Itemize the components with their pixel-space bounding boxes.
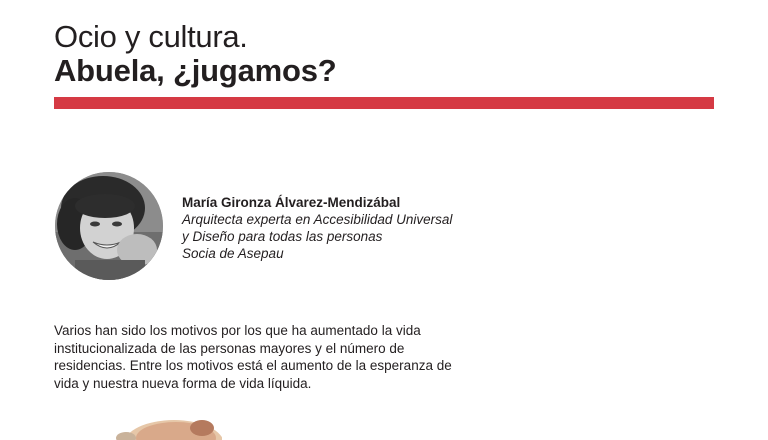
author-name: María Gironza Álvarez-Mendizábal: [182, 195, 401, 210]
article-intro-paragraph: [54, 322, 484, 392]
author-role: y Diseño para todas las personas: [182, 229, 383, 244]
article-title: Abuela, ¿jugamos?: [54, 53, 337, 88]
section-title: Ocio y cultura.: [54, 19, 248, 54]
author-portrait-image: [55, 172, 163, 280]
article-photo: [112, 414, 222, 440]
paragraph-line: Varios han sido los motivos por los que ha aumentado la vida: [54, 323, 421, 338]
paragraph-line: vida y nuestra nueva forma de vida líquida.: [54, 375, 312, 391]
article-header: [54, 20, 714, 88]
paragraph-line: residencias. Entre los motivos está el aumento de la esperanza de: [54, 358, 452, 373]
author-affiliation: Socia de Asepau: [182, 246, 284, 261]
paragraph-line: institucionalizada de las personas mayores y el número de: [54, 340, 405, 356]
header-divider: [54, 97, 714, 109]
author-role: Arquitecta experta en Accesibilidad Universal: [182, 212, 453, 227]
article-photo-image: [112, 414, 222, 440]
author-info: [182, 194, 452, 262]
author-avatar: [55, 172, 163, 280]
